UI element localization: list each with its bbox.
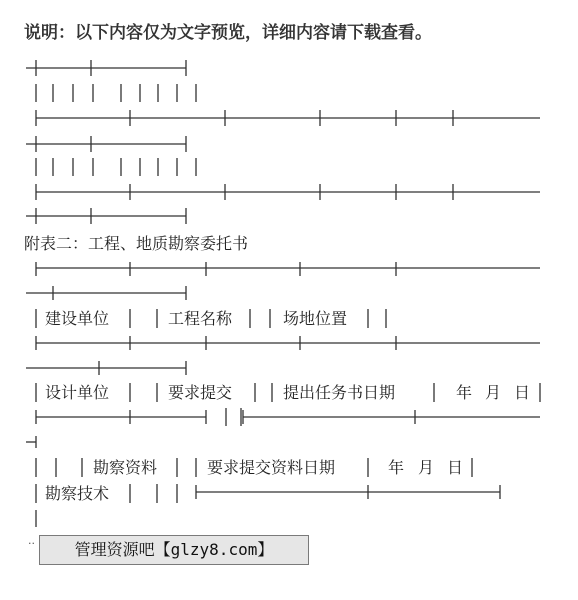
- design-unit-label: 设计单位: [45, 383, 110, 402]
- site-location-label: 场地位置: [283, 309, 348, 328]
- required-submission-label: 要求提交: [168, 383, 233, 402]
- source-link-badge[interactable]: 管理资源吧【glzy8.com】: [39, 535, 309, 565]
- preview-notice: 说明：以下内容仅为文字预览，详细内容请下载查看。: [24, 23, 432, 43]
- survey-materials-label: 勘察资料: [93, 458, 158, 477]
- survey-technical-label: 勘察技术: [45, 484, 110, 503]
- materials-date-day: 日: [447, 458, 464, 477]
- footer-dots: ··: [28, 537, 35, 550]
- task-date-month: 月: [485, 383, 502, 402]
- task-date-day: 日: [514, 383, 531, 402]
- materials-date-month: 月: [418, 458, 435, 477]
- materials-date-label: 要求提交资料日期: [207, 458, 336, 477]
- construction-unit-label: 建设单位: [45, 309, 110, 328]
- materials-date-year: 年: [388, 458, 405, 477]
- task-date-label: 提出任务书日期: [283, 383, 396, 402]
- project-name-label: 工程名称: [168, 309, 233, 328]
- task-date-year: 年: [456, 383, 473, 402]
- table-title: 附表二：工程、地质勘察委托书: [24, 234, 249, 253]
